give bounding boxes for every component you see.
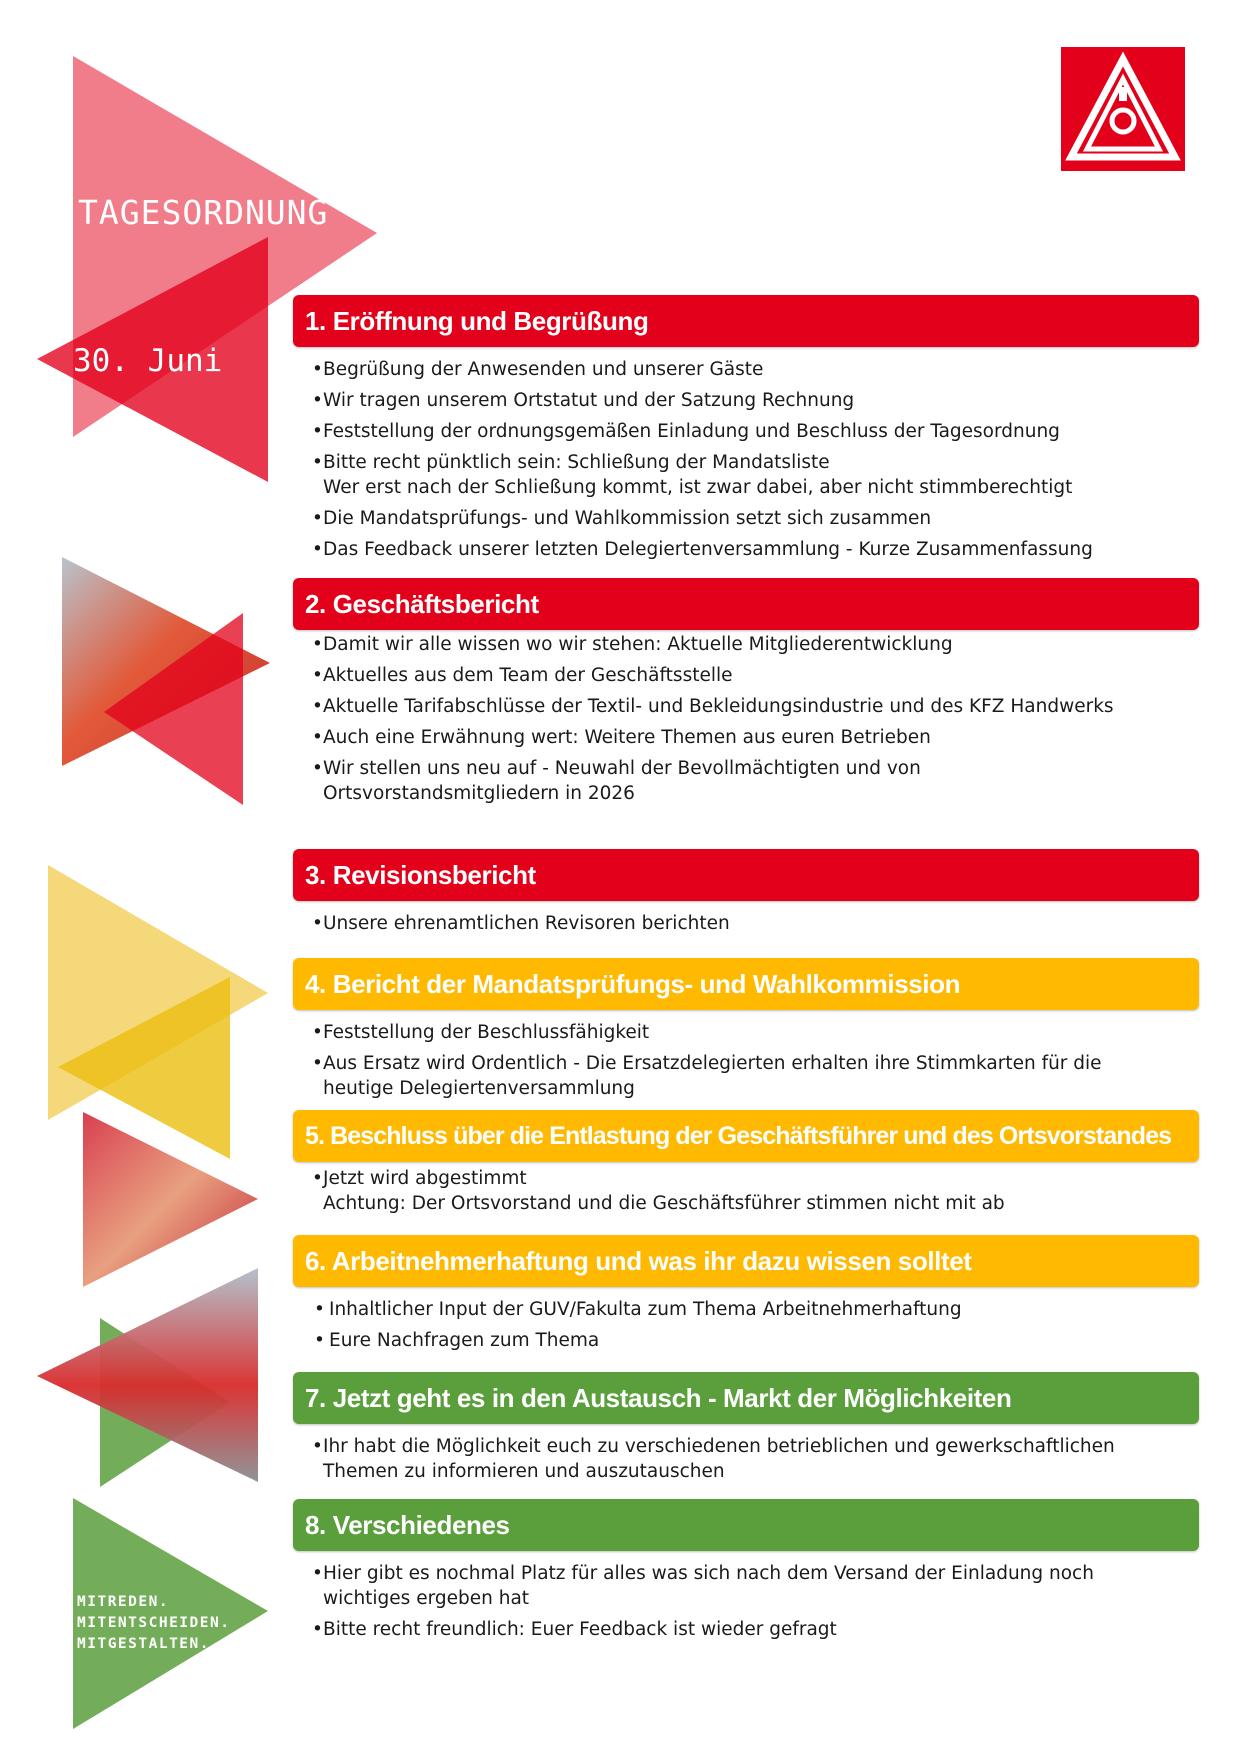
meeting-date: 30. Juni — [73, 343, 223, 379]
agenda-section-1 — [293, 295, 1199, 568]
section-heading: 5. Beschluss über die Entlastung der Geschäftsführer und des Ortsvorstandes — [293, 1110, 1199, 1162]
list-item: • Unsere ehrenamtlichen Revisoren berichten — [323, 911, 1199, 936]
item-list — [293, 1434, 1199, 1484]
list-item: • Wir stellen uns neu auf - Neuwahl der Bevollmächtigten und von Ortsvorstandsmitgliedern in 2026 — [323, 756, 1199, 806]
list-item: • Feststellung der Beschlussfähigkeit — [323, 1020, 1199, 1045]
list-item: • Aktuelles aus dem Team der Geschäftsstelle — [323, 663, 1199, 688]
list-item: • Aus Ersatz wird Ordentlich - Die Ersatzdelegierten erhalten ihre Stimmkarten für die heutige Delegiertenversammlung — [323, 1051, 1199, 1101]
item-list — [293, 911, 1199, 936]
agenda-section-8 — [293, 1499, 1199, 1648]
section-heading: 2. Geschäftsbericht — [293, 578, 1199, 630]
section-heading: 1. Eröffnung und Begrüßung — [293, 295, 1199, 347]
section-heading: 7. Jetzt geht es in den Austausch - Markt der Möglichkeiten — [293, 1372, 1199, 1424]
agenda-section-4 — [293, 958, 1199, 1107]
igm-logo — [1061, 47, 1185, 171]
list-item: • Eure Nachfragen zum Thema — [329, 1328, 1199, 1353]
section-heading: 8. Verschiedenes — [293, 1499, 1199, 1551]
list-item: • Das Feedback unserer letzten Delegiertenversammlung - Kurze Zusammenfassung — [323, 537, 1199, 562]
item-list — [293, 632, 1199, 806]
item-list — [293, 1166, 1199, 1216]
section-heading: 6. Arbeitnehmerhaftung und was ihr dazu wissen solltet — [293, 1235, 1199, 1287]
agenda-section-6 — [293, 1235, 1199, 1359]
list-item: • Ihr habt die Möglichkeit euch zu verschiedenen betrieblichen und gewerkschaftlichen Themen zu informieren und auszutauschen — [323, 1434, 1199, 1484]
item-list — [293, 357, 1199, 562]
agenda-section-7 — [293, 1372, 1199, 1490]
list-item: • Inhaltlicher Input der GUV/Fakulta zum Thema Arbeitnehmerhaftung — [329, 1297, 1199, 1322]
slogan-line: MITREDEN. — [77, 1594, 170, 1610]
agenda-section-2 — [293, 578, 1199, 812]
list-item: • Begrüßung der Anwesenden und unserer Gäste — [323, 357, 1199, 382]
list-item: • Die Mandatsprüfungs- und Wahlkommission setzt sich zusammen — [323, 506, 1199, 531]
section-heading: 3. Revisionsbericht — [293, 849, 1199, 901]
photo-triangle-2 — [83, 1112, 258, 1287]
section-heading: 4. Bericht der Mandatsprüfungs- und Wahlkommission — [293, 958, 1199, 1010]
item-list — [293, 1561, 1199, 1642]
agenda-section-5 — [293, 1110, 1199, 1222]
list-item: • Bitte recht freundlich: Euer Feedback ist wieder gefragt — [323, 1617, 1199, 1642]
list-item: • Damit wir alle wissen wo wir stehen: Aktuelle Mitgliederentwicklung — [323, 632, 1199, 657]
slogan-line: MITENTSCHEIDEN. — [77, 1615, 231, 1631]
list-item: • Aktuelle Tarifabschlüsse der Textil- und Bekleidungsindustrie und des KFZ Handwerks — [323, 694, 1199, 719]
item-list — [293, 1297, 1199, 1353]
list-item: • Feststellung der ordnungsgemäßen Einladung und Beschluss der Tagesordnung — [323, 419, 1199, 444]
slogan-line: MITGESTALTEN. — [77, 1636, 210, 1652]
item-list — [293, 1020, 1199, 1101]
page-title: TAGESORDNUNG — [78, 193, 329, 232]
list-item: • Auch eine Erwähnung wert: Weitere Themen aus euren Betrieben — [323, 725, 1199, 750]
list-item: • Hier gibt es nochmal Platz für alles was sich nach dem Versand der Einladung noch wichtiges ergeben hat — [323, 1561, 1199, 1611]
list-item: • Bitte recht pünktlich sein: Schließung der Mandatsliste Wer erst nach der Schließung kommt, ist zwar dabei, aber nicht stimmberechtigt — [323, 450, 1199, 500]
slogan — [77, 1592, 230, 1655]
agenda-section-3 — [293, 849, 1199, 942]
list-item: • Wir tragen unserem Ortstatut und der Satzung Rechnung — [323, 388, 1199, 413]
list-item: • Jetzt wird abgestimmt Achtung: Der Ortsvorstand und die Geschäftsführer stimmen nicht mit ab — [323, 1166, 1199, 1216]
